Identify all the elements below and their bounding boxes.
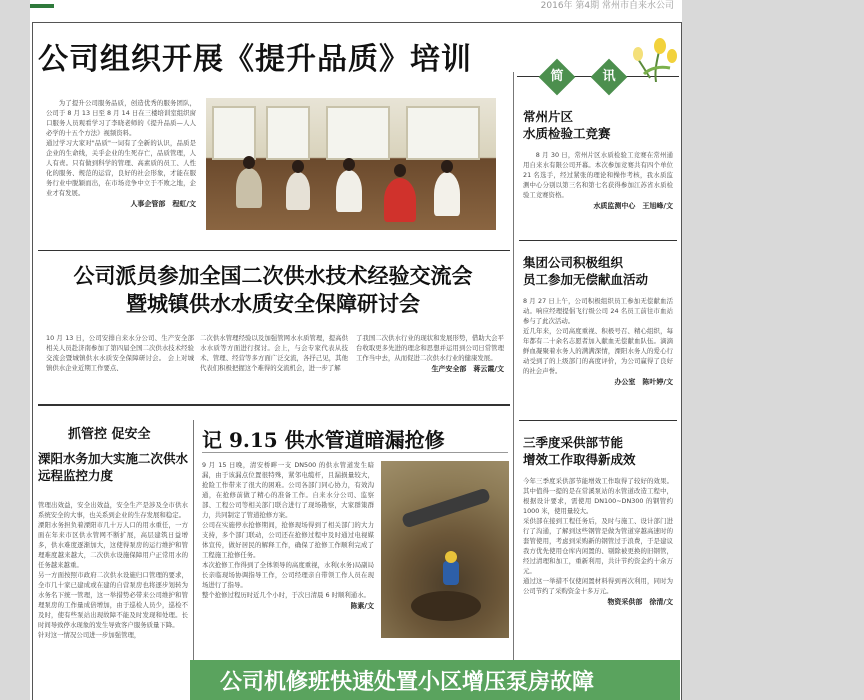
sidebar-item1-text: 8 月 30 日，常州片区水质检验工竞赛在常州通用自来水有限公司开幕。本次参加竞赛共有四个单位 21 名选手，经过紧张的理论和操作考核，我水质监测中心分别以第三名和第七名获得参加江苏省水质检验工竞赛资格。 xyxy=(523,151,673,199)
photo-person xyxy=(286,172,310,210)
photo-window xyxy=(266,106,310,160)
article1-body xyxy=(46,98,196,210)
section-rule xyxy=(38,404,510,406)
sidebar-item2-signature: 办公室 陈叶婷/文 xyxy=(614,378,673,386)
sidebar-rule xyxy=(519,420,677,421)
sidebar-item3-body xyxy=(523,476,673,608)
article2-signature: 生产安全部 蒋云霞/文 xyxy=(431,365,504,373)
article2-col2: 二次供水管理经验以及加强管网水水质管理，提高供水水质等方面进行探讨。会上，与会专家代表从技术、管理、经营等多方面广泛交流，各抒己见，其他代表们积极把握这个难得的交流机会，进一步了解 xyxy=(200,334,348,372)
photo-person xyxy=(434,172,460,216)
article2-title xyxy=(38,262,508,318)
photo-window xyxy=(326,106,390,160)
photo-person xyxy=(336,170,362,212)
article1-title: 公司组织开展《提升品质》培训 xyxy=(38,42,472,77)
article3-body: 管理出效益，安全出效益，安全生产是涉及全市供水系统安全的大事，也关系到企业的生存发展和稳定。 溧阳水务担负着溧阳市几十万人口的用水重任，一方面在年来市区供水管网不断扩展，高层建筑日益增多，供水难度逐渐加大，这使得泵房的运行维护和管理难度越来越大，二次供水设施保障用户正常用水的任务越来越重。 另一方面按照市政府二次供水设施归口管理的要求，全市几十家已建成或在建的自营泵房也将逐步划转为水务名下统一管理，这一举措势必带来公司维护和管理泵房的工作量成倍增加，由于巡检人员少，巡检不及时，使有些泵站出现故障不能及时发现和处理。长时间导致停水现象的发生导致客户服务质量下降。 针对这一情况公司进一步加强管理， xyxy=(38,501,188,639)
sidebar-divider xyxy=(513,72,514,660)
top-green-mark xyxy=(30,4,54,8)
sidebar-label-left: 简 xyxy=(550,69,564,84)
sidebar-item1-signature: 水质监测中心 王旭峰/文 xyxy=(593,202,673,210)
pipe-repair-photo xyxy=(381,461,509,638)
bottom-headline: 公司机修班快速处置小区增压泵房故障 xyxy=(220,669,595,695)
photo-pipe xyxy=(401,487,491,528)
sidebar-item1-body xyxy=(523,150,673,212)
sidebar-item1-title: 常州片区 水质检验工竞赛 xyxy=(523,109,611,141)
photo-helmet xyxy=(445,551,457,563)
photo-head xyxy=(394,164,406,177)
sidebar-rule xyxy=(519,240,677,241)
flower-icon xyxy=(630,38,682,82)
article4-signature: 陈素/文 xyxy=(350,602,374,610)
photo-person xyxy=(384,178,416,222)
top-strip xyxy=(30,0,682,12)
photo-pit xyxy=(411,591,481,621)
photo-worker xyxy=(443,561,459,585)
sidebar-item3-title: 三季度采供部节能 增效工作取得新成效 xyxy=(523,435,636,467)
sidebar-item2-text: 8 月 27 日上午，公司积极组织员工参加无偿献血活动。响应经理提倡飞行级公司 24 名员工前往市血站参与了此次活动。 近几年来，公司高度重视、积极号召、精心组织，每年都有二十余名志愿者加入献血无偿献血队伍。滴滴鲜血凝聚着水务人的满满深情，溧阳水务人的爱心行动受到了的上级部门的高度评价，为公司赢得了良好的社会声誉。 xyxy=(523,297,673,375)
photo-head xyxy=(441,160,453,173)
bottom-headline-bar xyxy=(190,660,680,700)
photo-window xyxy=(406,106,480,160)
sidebar-label-right: 讯 xyxy=(602,69,616,84)
article3-kicker: 抓管控 促安全 xyxy=(68,427,151,442)
article1-text: 为了提升公司服务品质，创造优秀的服务团队，公司于 8 月 13 日至 8 月 14 日在三楼培训室组织窗口服务人员观看学习了李晓老师的《提升品质—人人必学的十五个方法》视频资料。 通过学习大家对"品质"一词有了全新的认识，品质是企业的生命线，关乎企业的生死存亡，品质管理，人人有责。只有做到科学的管理、高素质的员工、人性化的服务、规范的运营，良好的社会形象，才能在服务行业中脱颖而出，在市场竞争中立于不败之地，企业才有发展。 xyxy=(46,99,196,197)
sidebar-item3-text: 今年三季度采供部节能增效工作取得了较好的效果。其中值得一提的是在常溪泵站的水管道改造工程中，根据设计要求，需使用 DN100~DN300 的钢管约 1000 米，使用量较大。 采供部在接到工程任务后，及时与施工、设计部门进行了沟通，了解到这些钢管是做为管道穿越高速时的套管使用，考虑到采购新的钢管过于浪费，于是建议我方优先使用仓库内闲置的、剔除被更换的旧钢管，经过清理和加工，重新利用，共计节约资金约十余万元。 通过这一举措不仅使闲置材料得到再次利用，同时为公司节约了采购资金十多万元。 xyxy=(523,477,673,595)
photo-person xyxy=(236,168,262,208)
title-underline xyxy=(202,452,508,453)
sidebar-item2-title: 集团公司积极组织 员工参加无偿献血活动 xyxy=(523,255,649,287)
photo-head xyxy=(343,158,355,171)
article3-title: 溧阳水务加大实施二次供水远程监控力度 xyxy=(38,451,189,483)
top-strip-text: 2016年 第4期 常州市自来水公司 xyxy=(540,1,674,11)
photo-window xyxy=(212,106,256,160)
newspaper-page xyxy=(30,0,682,700)
article4-title: 记 9.15 供水管道暗漏抢修 xyxy=(202,428,445,452)
training-photo xyxy=(206,98,496,230)
article2-col1: 10 月 13 日，公司安排自来水分公司、生产安全部相关人员赴济南参加了第四届全国二次供水技术经验交流会暨城镇供水水质安全保障研讨会。 会上对城镇供水企业近期工作要点、 xyxy=(46,334,194,372)
article4-text: 9 月 15 日晚，清安桥畔一支 DN500 的供水管道发生暗漏，由于该漏点位置很特殊，紧邻电缆杆，且漏损量较大，抢险工作带来了很大的困难。公司各部门同心协力，有效沟通，在抢修前做了精心的准备工作。自来水分公司、监察部、工程公司等相关部门联合进行了现场勘察，大家群策群力，共同制定了管道抢修方案。 公司在实施停水抢修期间，抢修现场得到了相关部门的大力支持，多个部门联动，公司还在抢修过程中及时通过电视媒体宣传，做好居民的解释工作，确保了抢修工作顺利完成了工程施工抢修任务。 本次抢修工作得到了全体领导的高度重视，水利(水务)局副局长亲临现场协调指导工作，公司经理亲自带领工作人员在现场进行了指导。 整个抢修过程历时近几个小时，于次日清晨 6 时顺利通水。 xyxy=(202,461,374,599)
article4-body xyxy=(202,460,374,612)
photo-head xyxy=(243,156,255,169)
sidebar-item3-signature: 物资采供部 徐清/文 xyxy=(607,598,673,606)
article2-title-line1: 公司派员参加全国二次供水技术经验交流会 xyxy=(73,263,473,288)
article2-col3 xyxy=(356,333,504,375)
article2-col3-text: 了我国二次供水行业的现状和发展形势，借助大会平台收取更多先进的理念和思想并运用到公司日常管理工作当中去，从而促进二次供水行业的健康发展。 xyxy=(356,334,504,362)
photo-head xyxy=(292,160,304,173)
section-rule xyxy=(38,250,510,251)
column-divider xyxy=(193,420,194,660)
sidebar-item2-body xyxy=(523,296,673,388)
article2-title-line2: 暨城镇供水水质安全保障研讨会 xyxy=(126,291,420,316)
article1-signature: 人事企管部 程虹/文 xyxy=(130,200,196,208)
